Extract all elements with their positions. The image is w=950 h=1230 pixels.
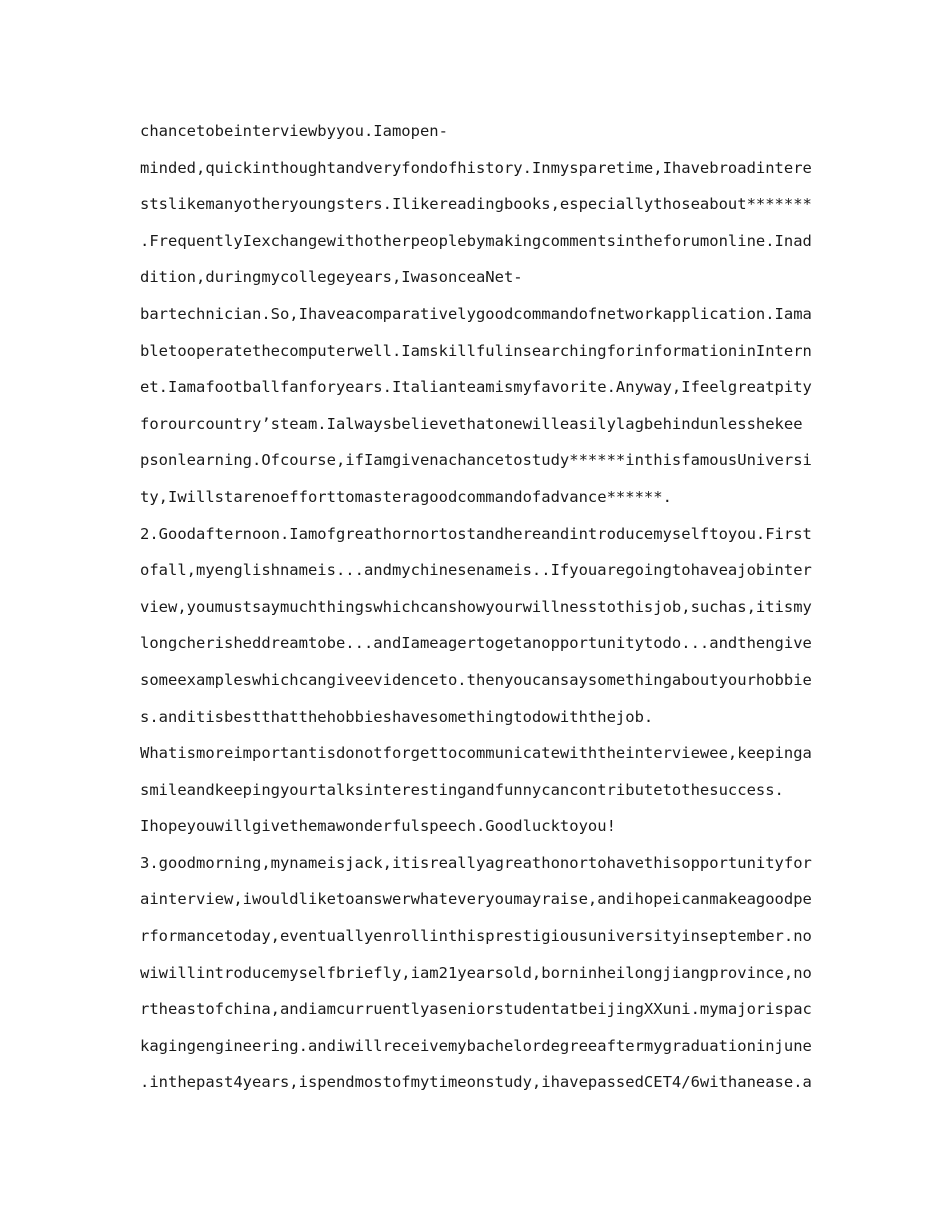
text-line: bartechnician.So,Ihaveacomparativelygoodcommandofnetworkapplication.Iama: [140, 304, 812, 323]
text-line: kagingengineering.andiwillreceivemybachelordegreeaftermygraduationinjune: [140, 1036, 812, 1055]
text-line: stslikemanyotheryoungsters.Ilikereadingbooks,especiallythoseabout*******: [140, 195, 812, 214]
text-line: forourcountry’steam.Ialwaysbelievethatonewilleasilylagbehindunlesshekee: [140, 414, 803, 433]
text-line: Ihopeyouwillgivethemawonderfulspeech.Goodlucktoyou!: [140, 817, 616, 836]
text-line: rformancetoday,eventuallyenrollinthisprestigiousuniversityinseptember.no: [140, 927, 812, 946]
text-line: view,youmustsaymuchthingswhichcanshowyourwillnesstothisjob,suchas,itismy: [140, 597, 812, 616]
body-text: [140, 113, 812, 1101]
text-line: rtheastofchina,andiamcurruentlyaseniorstudentatbeijingXXuni.mymajorispac: [140, 1000, 812, 1019]
text-line: .FrequentlyIexchangewithotherpeoplebymakingcommentsintheforumonline.Inad: [140, 231, 812, 250]
text-line: ty,Iwillstarenoefforttomasteragoodcommandofadvance******.: [140, 487, 672, 506]
text-line: dition,duringmycollegeyears,IwasonceaNet-: [140, 268, 523, 287]
text-line: 2.Goodafternoon.Iamofgreathornortostandhereandintroducemyselftoyou.First: [140, 524, 812, 543]
text-line: wiwillintroducemyselfbriefly,iam21yearsold,borninheilongjiangprovince,no: [140, 963, 812, 982]
text-line: smileandkeepingyourtalksinterestingandfunnycancontributetothesuccess.: [140, 780, 784, 799]
text-line: Whatismoreimportantisdonotforgettocommunicatewiththeinterviewee,keepinga: [140, 744, 812, 763]
text-line: bletooperatethecomputerwell.IamskillfulinsearchingforinformationinIntern: [140, 341, 812, 360]
text-line: ainterview,iwouldliketoanswerwhateveryoumayraise,andihopeicanmakeagoodpe: [140, 890, 812, 909]
text-line: 3.goodmorning,mynameisjack,itisreallyagreathonortohavethisopportunityfor: [140, 853, 812, 872]
text-line: ofall,myenglishnameis...andmychinesenameis..Ifyouaregoingtohaveajobinter: [140, 561, 812, 580]
text-line: someexampleswhichcangiveevidenceto.thenyoucansaysomethingaboutyourhobbie: [140, 670, 812, 689]
text-line: longcherisheddreamtobe...andIameagertogetanopportunitytodo...andthengive: [140, 634, 812, 653]
text-line: s.anditisbestthatthehobbieshavesomethingtodowiththejob.: [140, 707, 654, 726]
text-line: minded,quickinthoughtandveryfondofhistory.Inmysparetime,Ihavebroadintere: [140, 158, 812, 177]
text-line: chancetobeinterviewbyyou.Iamopen-: [140, 122, 448, 140]
text-line: psonlearning.Ofcourse,ifIamgivenachancetostudy******inthisfamousUniversi: [140, 451, 812, 470]
text-line: .inthepast4years,ispendmostofmytimeonstudy,ihavepassedCET4/6withanease.a: [140, 1073, 812, 1092]
text-line: et.Iamafootballfanforyears.Italianteamismyfavorite.Anyway,Ifeelgreatpity: [140, 378, 812, 397]
